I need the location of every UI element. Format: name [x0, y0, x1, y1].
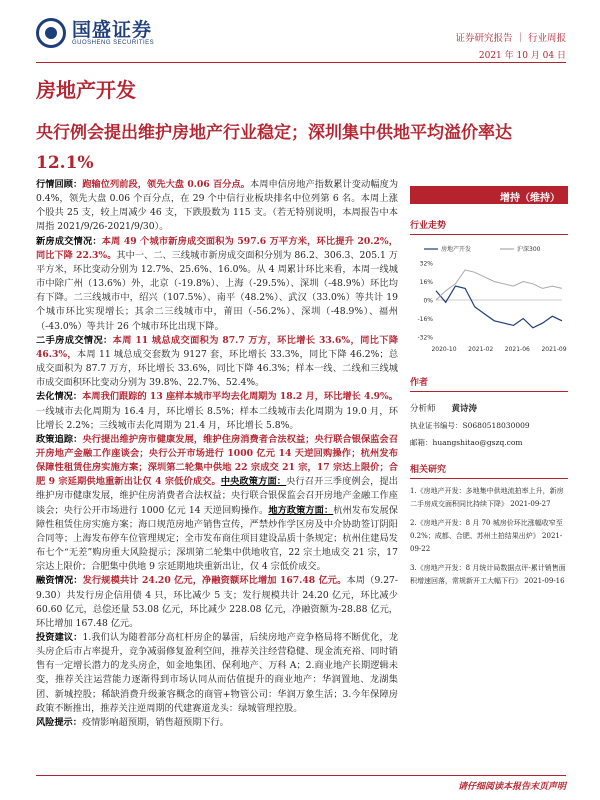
- legend-label: 房地产开发: [441, 246, 472, 253]
- sector-title: 房地产开发: [36, 78, 136, 102]
- series-line: [436, 286, 562, 328]
- report-body: [36, 178, 398, 730]
- logo-name: 国盛证券: [72, 19, 153, 41]
- related-title: 相关研究: [410, 462, 568, 479]
- x-tick-label: 2021-06: [504, 346, 530, 353]
- report-date: 2021 年 10 月 04 日: [478, 51, 566, 61]
- trend-chart-svg: [410, 241, 568, 361]
- risk-paragraph: 风险提示：疫情影响超预期，销售超预期下行。: [36, 716, 229, 728]
- analyst-email[interactable]: 邮箱：huangshitao@gszq.com: [410, 438, 523, 447]
- header-divider: [36, 62, 566, 63]
- legend-label: 沪深300: [517, 246, 541, 253]
- y-tick-label: -32%: [417, 334, 433, 342]
- related-report[interactable]: 2.《房地产开发：8 月 70 城房价环比涨幅收窄至 0.2%；成都、合肥、苏州土拍结果出炉》 2021-09-22: [410, 519, 563, 553]
- company-logo: [36, 18, 154, 48]
- y-tick-label: 32%: [419, 260, 433, 268]
- report-headline: [36, 118, 576, 178]
- policy-paragraph: 政策追踪：央行提出维护房市健康发展，维护住房消费者合法权益；央行联合银保监会召开房地产金融工作座谈会；央行公开市场进行 1000 亿元 14 天逆回购操作；杭州发布保障性租赁住房实施方案；深圳第二轮集中供地 22 宗成交 21 宗，17 宗达上限价；合肥 9 宗延期供地重新出让仅 4 宗低价成交。中央政策方面：央行召开三季度例会，提出维护房市健康发展，维护住房消费者合法权益；央行联合银保监会召开房地产金融工作座谈会；央行公开市场进行 1000 亿元 14 天逆回购操作。地方政策方面：杭州发布发展保障性租赁住房实施方案；海口规范房地产销售宣传，严禁炒作学区房及中介协助签订阴阳合同等；上海发布停车位管理规定；全市发布商住项目建设品质十条规定；杭州住建局发布七个“无差”购房重大风险提示；深圳第二轮集中供地收官，22 宗土地成交 21 宗，17 宗达上限价；合肥集中供地 9 宗延期地块重新出让，仅 4 宗低价成交。: [36, 433, 399, 573]
- financing-paragraph: 融资情况：发行规模共计 24.20 亿元，净融资额环比增加 167.48 亿元。本周（9.27-9.30）共发行房企信用债 4 只，环比减少 5 支；发行规模共计 24.20 亿元，环比减少 60.60 亿元，总偿还量 53.08 亿元，环比减少 228.08 亿元，净融资额为-28.88 亿元，环比增加 167.48 亿元。: [36, 575, 399, 629]
- author-title: 作者: [410, 375, 568, 392]
- headline-line-1: 央行例会提出维护房地产行业稳定；深圳集中供地平均溢价率达: [36, 123, 512, 143]
- trend-chart: [410, 241, 568, 361]
- y-tick-label: -16%: [417, 316, 433, 323]
- inventory-paragraph: 去化情况：本周我们跟踪的 13 座样本城市平均去化周期为 18.2 月，环比增长 4.9%。一线城市去化周期为 16.4 月，环比增长 8.5%；样本二线城市去化周期为 19.0 月，环比增长 2.2%；三线城市去化周期为 21.4 月，环比增长 5.8%。: [36, 391, 398, 431]
- second-hand-paragraph: 二手房成交情况：本周 11 城总成交面积为 87.7 万方，环比增长 33.6%，同比下降 46.3%，本周 11 城总成交套数为 9127 套，环比增长 33.3%，同比下降 46.2%；总成交面积为 87.7 万方，环比增长 33.6%，同比下降 46.3%；样本一线、二线和三线城市成交面积环比变动分别为 39.8%、22.7%、52.4%。: [36, 334, 399, 389]
- y-tick-label: 0%: [423, 297, 433, 305]
- series-line: [436, 270, 562, 300]
- logo-mark-icon: [36, 18, 66, 48]
- x-tick-label: 2021-02: [468, 346, 494, 353]
- rating-badge: 增持（维持）: [410, 186, 568, 204]
- new-home-paragraph: 新房成交情况：本周 49 个城市新房成交面积为 597.6 万平方米，环比提升 20.2%，同比下降 22.3%。其中一、二、三线城市新房成交面积分别为 86.2、306.3、205.1 万平方米，环比变动分别为 12.7%、25.6%、16.0%。从 4 周累计环比来看，本周一线城市中除广州（13.6%）外，北京（-19.8%）、上海（-29.5%）、深圳（-48.9%）环比均有下降。二三线城市中，绍兴（107.5%）、南平（48.2%）、武汉（33.0%）等共计 19 个城市环比实现增长；其余二三线城市中，莆田（-56.2%）、深圳（-48.9%）、福州（-43.0%）等共计 26 个城市环比出现下降。: [36, 235, 398, 332]
- footer-divider: [36, 775, 566, 776]
- related-report[interactable]: 1.《房地产开发：多地集中供地流拍率上升，新房二手房成交面积同比持续下降》 2021-09-27: [410, 487, 564, 508]
- headline-line-2: 12.1%: [36, 153, 94, 173]
- trend-title: 行业走势: [410, 218, 568, 235]
- x-tick-label: 2021-09: [541, 346, 567, 353]
- logo-english: GUOSHENG SECURITIES: [72, 40, 155, 46]
- license-number: 执业证书编号：S0680518030009: [410, 421, 530, 430]
- x-tick-label: 2020-10: [431, 346, 457, 353]
- y-tick-label: 16%: [419, 279, 433, 286]
- market-review-paragraph: 行情回顾：跑输位列前段，领先大盘 0.06 百分点。本周申信房地产指数累计变动幅度为 0.4%，领先大盘 0.06 个百分点，在 29 个中信行业板块排名中位列第 6 名。本周上涨个股共 25 支，较上周减少 46 支，下跌股数为 115 支。（若无特别说明，本周报告中本周指 2021/9/26-2021/9/30）。: [36, 179, 399, 233]
- sidebar: [410, 186, 568, 588]
- footer-disclaimer: 请仔细阅读本报告末页声明: [457, 782, 566, 792]
- investment-paragraph: 投资建议：1.我们认为随着部分高杠杆房企的暴雷，后续房地产竞争格局将不断优化，龙头房企后市占率提升，竞争减弱修复盈利空间，推荐关注经营稳健、现金流充裕、同时销售有一定增长潜力的龙头房企，如金地集团、保利地产、万科 A；2.商业地产长期逻辑未变，推荐关注运营能力逐渐得到市场认同从而估值提升的商业地产：华润置地、龙湖集团、新城控股；稀缺消费升级兼容概念的商管+物管公司：华润万象生活；3.今年保障房政策不断推出，推荐关注逆周期的代建赛道龙头：绿城管理控股。: [36, 632, 399, 714]
- report-type: 证券研究报告 ｜ 行业周报: [455, 33, 566, 44]
- related-report[interactable]: 3.《房地产开发：8 月统计局数据点评-累计销售面积增速回落，常规新开工大幅下行》 2021-09-16: [410, 564, 566, 585]
- analyst: 分析师 黄诗涛: [410, 404, 478, 414]
